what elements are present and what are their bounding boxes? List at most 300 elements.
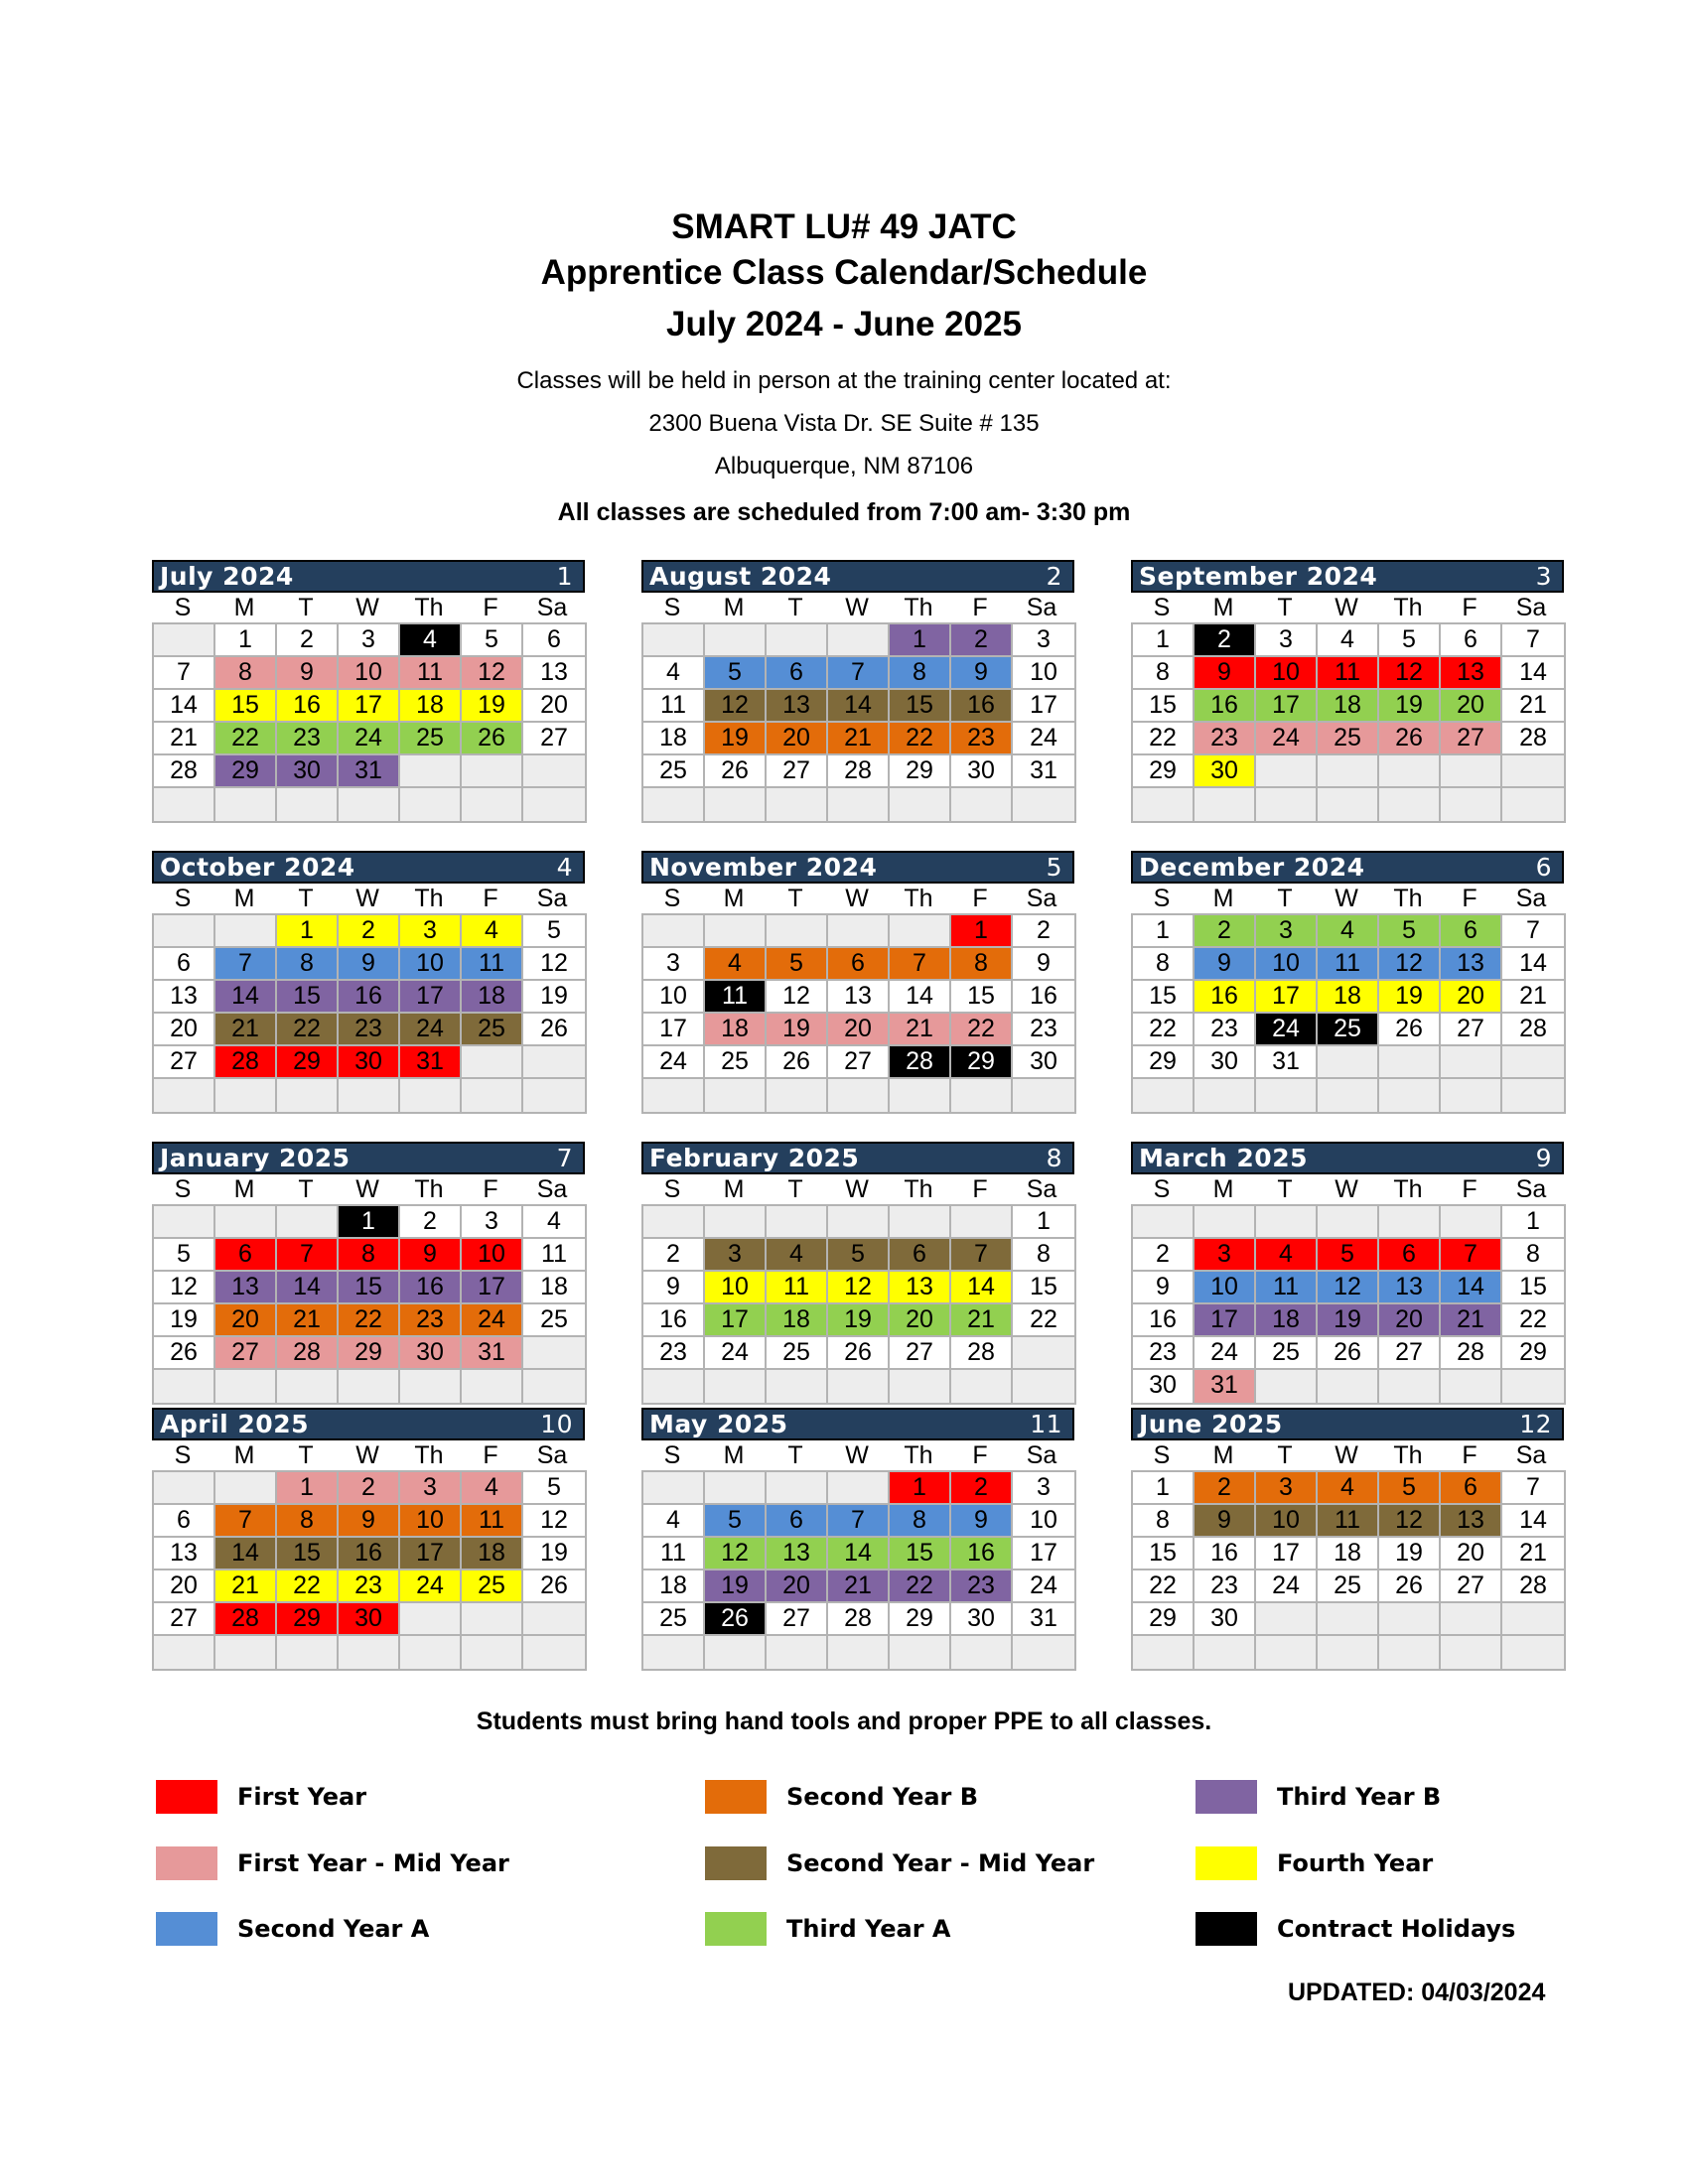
day-cell: 30 [277,755,339,788]
day-cell: 5 [523,1472,585,1505]
empty-cell [1013,1079,1074,1112]
day-cell: 18 [400,690,462,723]
empty-cell [643,788,705,821]
empty-cell [1379,1079,1441,1112]
day-cell: 5 [154,1239,215,1272]
day-grid [1131,622,1566,823]
weekday-row [152,1174,585,1204]
weekday-label: T [787,885,803,912]
day-cell: 9 [1133,1272,1195,1304]
legend-label: Second Year B [786,1783,979,1811]
day-cell: 1 [1133,915,1195,948]
day-cell: 29 [890,1603,951,1636]
day-cell: 1 [951,915,1013,948]
weekday-label: W [355,885,379,912]
day-cell: 26 [1318,1337,1379,1370]
empty-cell [154,1472,215,1505]
empty-cell [828,1636,890,1669]
day-cell: 7 [828,1505,890,1538]
day-cell: 15 [1133,981,1195,1014]
day-cell: 15 [1133,690,1195,723]
day-cell: 14 [154,690,215,723]
weekday-label: S [1153,594,1171,621]
legend-item [156,1780,366,1814]
day-cell: 6 [154,948,215,981]
day-cell: 7 [951,1239,1013,1272]
day-cell: 22 [890,723,951,755]
day-cell: 3 [1195,1239,1256,1272]
day-cell: 13 [215,1272,277,1304]
empty-cell [1256,1603,1318,1636]
day-cell: 19 [154,1304,215,1337]
empty-cell [1256,1206,1318,1239]
day-cell: 5 [828,1239,890,1272]
day-cell: 15 [1013,1272,1074,1304]
empty-cell [1441,1046,1502,1079]
day-cell: 16 [400,1272,462,1304]
weekday-label: T [787,594,803,621]
empty-cell [277,1206,339,1239]
empty-cell [462,1370,523,1403]
day-cell: 22 [1133,1014,1195,1046]
empty-cell [1441,1370,1502,1403]
day-cell: 17 [1256,1538,1318,1570]
weekday-label: Th [1393,594,1423,621]
weekday-label: Sa [1515,1441,1547,1469]
day-cell: 14 [1502,657,1564,690]
day-cell: 6 [1441,915,1502,948]
day-cell: 27 [767,1603,828,1636]
empty-cell [643,1206,705,1239]
weekday-row [152,1440,585,1470]
day-cell: 21 [1502,1538,1564,1570]
day-cell: 30 [339,1046,400,1079]
empty-cell [215,1206,277,1239]
schedule-note: All classes are scheduled from 7:00 am- 3:30 pm [557,498,1131,526]
day-cell: 9 [339,948,400,981]
empty-cell [400,1370,462,1403]
weekday-label: T [1277,594,1293,621]
weekday-row [152,884,585,913]
month-calendar [641,1142,1074,1405]
day-cell: 31 [1256,1046,1318,1079]
day-cell: 12 [1379,657,1441,690]
day-cell: 18 [705,1014,767,1046]
day-cell: 17 [1195,1304,1256,1337]
empty-cell [154,788,215,821]
day-cell: 4 [400,624,462,657]
day-cell: 2 [339,1472,400,1505]
day-cell: 14 [890,981,951,1014]
day-cell: 9 [643,1272,705,1304]
location-intro: Classes will be held in person at the training center located at: [516,367,1172,394]
day-cell: 9 [339,1505,400,1538]
day-cell: 7 [277,1239,339,1272]
empty-cell [523,788,585,821]
day-cell: 8 [277,1505,339,1538]
day-cell: 29 [1502,1337,1564,1370]
day-cell: 15 [890,690,951,723]
day-cell: 27 [828,1046,890,1079]
weekday-label: M [1212,1441,1234,1469]
empty-cell [462,788,523,821]
weekday-label: F [1462,1441,1477,1469]
empty-cell [1379,1370,1441,1403]
day-cell: 24 [400,1014,462,1046]
empty-cell [1256,788,1318,821]
weekday-label: W [1335,594,1358,621]
day-cell: 28 [154,755,215,788]
day-cell: 16 [277,690,339,723]
empty-cell [215,1079,277,1112]
day-cell: 3 [462,1206,523,1239]
legend-label: Second Year - Mid Year [786,1849,1095,1877]
empty-cell [828,624,890,657]
empty-cell [1502,788,1564,821]
day-cell: 7 [215,948,277,981]
legend-label: Third Year A [786,1915,951,1943]
day-cell: 13 [767,1538,828,1570]
day-cell: 9 [400,1239,462,1272]
day-cell: 28 [277,1337,339,1370]
month-calendar [1131,1142,1564,1405]
day-cell: 10 [400,1505,462,1538]
day-cell: 31 [462,1337,523,1370]
day-cell: 10 [643,981,705,1014]
day-cell: 20 [1441,1538,1502,1570]
title-line-2: Apprentice Class Calendar/Schedule [540,253,1148,292]
weekday-label: F [483,1441,498,1469]
day-cell: 9 [1013,948,1074,981]
day-cell: 17 [1013,1538,1074,1570]
weekday-label: F [483,885,498,912]
empty-cell [705,624,767,657]
weekday-row [1131,1440,1564,1470]
empty-cell [828,1079,890,1112]
day-cell: 14 [215,981,277,1014]
weekday-label: S [1153,885,1171,912]
day-cell: 13 [767,690,828,723]
empty-cell [705,915,767,948]
empty-cell [277,1370,339,1403]
day-cell: 26 [705,1603,767,1636]
weekday-row [641,1174,1074,1204]
day-cell: 8 [1133,948,1195,981]
day-cell: 9 [951,1505,1013,1538]
month-calendar [1131,851,1564,1114]
day-cell: 2 [1133,1239,1195,1272]
day-cell: 28 [215,1046,277,1079]
day-cell: 24 [1256,723,1318,755]
day-cell: 14 [1502,1505,1564,1538]
empty-cell [462,1079,523,1112]
day-cell: 26 [1379,723,1441,755]
legend-item [1196,1912,1515,1946]
day-cell: 23 [339,1014,400,1046]
day-cell: 29 [1133,1603,1195,1636]
ppe-notice: Students must bring hand tools and proper PPE to all classes. [476,1707,1212,1735]
weekday-label: Th [904,885,933,912]
day-cell: 12 [1379,948,1441,981]
day-cell: 2 [951,1472,1013,1505]
weekday-label: W [1335,885,1358,912]
weekday-row [641,884,1074,913]
day-grid [641,622,1076,823]
day-cell: 4 [705,948,767,981]
day-cell: 5 [1379,915,1441,948]
day-cell: 22 [339,1304,400,1337]
day-cell: 5 [705,657,767,690]
empty-cell [828,1370,890,1403]
day-cell: 15 [339,1272,400,1304]
day-cell: 18 [1318,981,1379,1014]
month-calendar [152,851,585,1114]
weekday-label: M [233,1441,255,1469]
weekday-label: Sa [1515,885,1547,912]
month-number: 6 [1535,853,1552,882]
day-cell: 12 [523,1505,585,1538]
month-header [1131,1142,1564,1174]
empty-cell [523,1636,585,1669]
day-cell: 14 [828,1538,890,1570]
day-cell: 7 [215,1505,277,1538]
weekday-label: M [233,594,255,621]
day-cell: 22 [951,1014,1013,1046]
day-cell: 8 [1133,1505,1195,1538]
day-cell: 23 [277,723,339,755]
empty-cell [462,1603,523,1636]
month-header [152,1142,585,1174]
day-cell: 19 [462,690,523,723]
empty-cell [1502,1636,1564,1669]
weekday-label: T [298,885,314,912]
day-cell: 20 [767,723,828,755]
day-cell: 1 [890,624,951,657]
legend-label: First Year [237,1783,367,1811]
legend-swatch [1196,1912,1257,1946]
day-cell: 5 [1379,624,1441,657]
weekday-label: M [1212,885,1234,912]
day-cell: 29 [277,1603,339,1636]
empty-cell [154,915,215,948]
day-cell: 13 [154,981,215,1014]
weekday-label: T [298,594,314,621]
day-cell: 16 [1195,981,1256,1014]
weekday-label: F [483,594,498,621]
weekday-label: W [355,1175,379,1203]
day-cell: 8 [277,948,339,981]
day-cell: 19 [767,1014,828,1046]
weekday-label: W [845,594,869,621]
day-cell: 1 [890,1472,951,1505]
empty-cell [1195,1636,1256,1669]
day-cell: 24 [462,1304,523,1337]
day-cell: 26 [828,1337,890,1370]
weekday-label: Th [1393,1441,1423,1469]
day-cell: 11 [462,948,523,981]
day-cell: 12 [1318,1272,1379,1304]
day-cell: 19 [828,1304,890,1337]
day-grid [152,1470,587,1671]
empty-cell [523,1603,585,1636]
empty-cell [890,1636,951,1669]
day-cell: 13 [154,1538,215,1570]
weekday-label: Th [1393,885,1423,912]
day-cell: 6 [1441,1472,1502,1505]
weekday-label: F [972,594,988,621]
day-cell: 6 [828,948,890,981]
month-calendar [152,1408,585,1671]
day-cell: 15 [1133,1538,1195,1570]
weekday-label: W [355,594,379,621]
weekday-row [641,593,1074,622]
day-cell: 22 [215,723,277,755]
day-cell: 13 [1441,948,1502,981]
day-cell: 8 [890,1505,951,1538]
day-cell: 18 [462,981,523,1014]
day-cell: 11 [643,1538,705,1570]
day-cell: 7 [154,657,215,690]
day-cell: 21 [1441,1304,1502,1337]
empty-cell [643,1636,705,1669]
empty-cell [828,788,890,821]
empty-cell [1318,1079,1379,1112]
weekday-label: M [723,1441,745,1469]
empty-cell [1013,1337,1074,1370]
empty-cell [1379,788,1441,821]
month-name: November 2024 [649,853,878,882]
day-cell: 24 [1195,1337,1256,1370]
day-cell: 26 [462,723,523,755]
day-cell: 22 [1502,1304,1564,1337]
day-cell: 17 [400,981,462,1014]
empty-cell [1133,1079,1195,1112]
day-cell: 16 [1013,981,1074,1014]
empty-cell [1318,1206,1379,1239]
day-cell: 20 [1441,690,1502,723]
day-cell: 19 [705,723,767,755]
day-cell: 9 [951,657,1013,690]
day-cell: 14 [277,1272,339,1304]
day-cell: 21 [828,1570,890,1603]
day-cell: 10 [1195,1272,1256,1304]
month-calendar [641,560,1074,823]
empty-cell [339,788,400,821]
empty-cell [1379,1206,1441,1239]
weekday-label: T [298,1441,314,1469]
day-cell: 19 [1318,1304,1379,1337]
empty-cell [1256,755,1318,788]
day-cell: 25 [767,1337,828,1370]
day-cell: 26 [1379,1570,1441,1603]
day-cell: 28 [1502,723,1564,755]
day-cell: 31 [1195,1370,1256,1403]
day-grid [641,913,1076,1114]
empty-cell [523,1046,585,1079]
day-cell: 3 [705,1239,767,1272]
day-cell: 21 [890,1014,951,1046]
day-cell: 27 [1441,723,1502,755]
day-cell: 3 [1256,624,1318,657]
weekday-label: M [233,885,255,912]
day-cell: 3 [1256,1472,1318,1505]
empty-cell [1013,1636,1074,1669]
month-name: May 2025 [649,1410,788,1438]
weekday-label: Th [904,594,933,621]
day-cell: 1 [1013,1206,1074,1239]
weekday-label: S [174,885,192,912]
month-number: 2 [1046,562,1062,591]
empty-cell [643,915,705,948]
day-cell: 18 [643,723,705,755]
day-cell: 31 [339,755,400,788]
month-calendar [1131,1408,1564,1671]
day-grid [1131,1470,1566,1671]
title-line-3: July 2024 - June 2025 [666,305,1022,343]
empty-cell [215,1472,277,1505]
day-grid [1131,913,1566,1114]
day-cell: 27 [154,1603,215,1636]
day-cell: 17 [400,1538,462,1570]
day-cell: 28 [1502,1014,1564,1046]
weekday-label: S [1153,1175,1171,1203]
legend-label: Contract Holidays [1277,1915,1516,1943]
day-cell: 9 [1195,657,1256,690]
weekday-label: T [1277,885,1293,912]
empty-cell [154,624,215,657]
day-cell: 27 [154,1046,215,1079]
day-cell: 29 [890,755,951,788]
month-header [152,1408,585,1440]
legend-swatch [1196,1846,1257,1880]
month-number: 9 [1535,1144,1552,1172]
legend-swatch [705,1912,767,1946]
day-cell: 16 [643,1304,705,1337]
month-name: June 2025 [1139,1410,1283,1438]
month-number: 12 [1519,1410,1552,1438]
day-cell: 11 [1256,1272,1318,1304]
day-cell: 25 [462,1570,523,1603]
empty-cell [1133,1206,1195,1239]
empty-cell [1133,788,1195,821]
empty-cell [705,1079,767,1112]
day-cell: 15 [1502,1272,1564,1304]
legend-swatch [705,1780,767,1814]
weekday-label: T [1277,1441,1293,1469]
day-cell: 19 [523,981,585,1014]
empty-cell [951,1206,1013,1239]
empty-cell [215,1370,277,1403]
day-cell: 6 [1379,1239,1441,1272]
empty-cell [767,1636,828,1669]
empty-cell [1318,755,1379,788]
day-cell: 6 [890,1239,951,1272]
day-cell: 2 [1013,915,1074,948]
day-cell: 3 [1013,1472,1074,1505]
day-cell: 7 [1502,1472,1564,1505]
weekday-label: F [972,885,988,912]
day-cell: 1 [277,1472,339,1505]
day-cell: 3 [339,624,400,657]
day-cell: 21 [277,1304,339,1337]
empty-cell [951,788,1013,821]
day-cell: 28 [1502,1570,1564,1603]
day-cell: 28 [828,1603,890,1636]
day-cell: 29 [339,1337,400,1370]
day-grid [1131,1204,1566,1405]
legend-item [705,1780,978,1814]
day-cell: 20 [154,1570,215,1603]
